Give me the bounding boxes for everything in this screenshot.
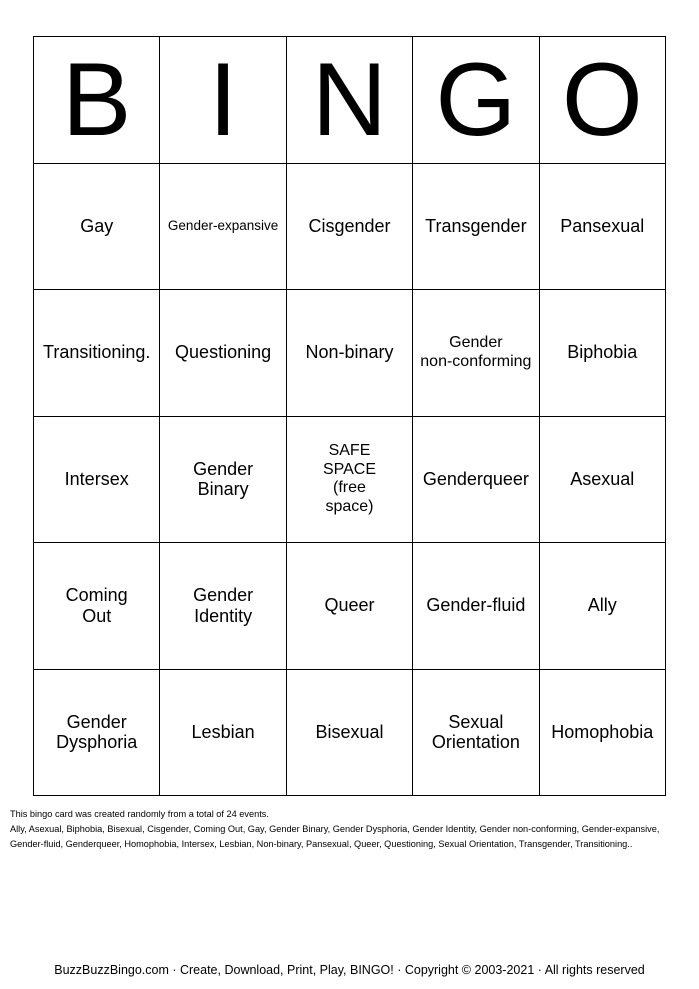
card-cell: Non-binary (286, 290, 412, 417)
card-cell: Intersex (34, 416, 160, 543)
card-cell: Gender-fluid (413, 543, 539, 670)
card-row (34, 543, 666, 670)
card-cell: Queer (286, 543, 412, 670)
free-space-cell: SAFE SPACE (free space) (286, 416, 412, 543)
events-count-text: This bingo card was created randomly from a total of 24 events. (10, 809, 269, 819)
card-row (34, 290, 666, 417)
card-cell: Gender Identity (160, 543, 286, 670)
card-cell: Genderqueer (413, 416, 539, 543)
card-cell: Sexual Orientation (413, 669, 539, 796)
card-cell: Gay (34, 163, 160, 290)
card-cell: Biphobia (539, 290, 665, 417)
bingo-card (33, 36, 666, 796)
card-cell: Gender-expansive (160, 163, 286, 290)
card-cell: Transgender (413, 163, 539, 290)
card-cell: Ally (539, 543, 665, 670)
card-cell: Bisexual (286, 669, 412, 796)
card-row (34, 669, 666, 796)
card-cell: Asexual (539, 416, 665, 543)
header-letter-b: B (34, 37, 160, 164)
card-cell: Pansexual (539, 163, 665, 290)
events-note (10, 807, 690, 852)
card-row (34, 163, 666, 290)
card-cell: Transitioning. (34, 290, 160, 417)
header-row (34, 37, 666, 164)
header-letter-i: I (160, 37, 286, 164)
card-cell: Lesbian (160, 669, 286, 796)
card-cell: Coming Out (34, 543, 160, 670)
card-cell: Cisgender (286, 163, 412, 290)
events-list-text: Ally, Asexual, Biphobia, Bisexual, Cisgender, Coming Out, Gay, Gender Binary, Gender Dysphoria, Gender Identity, Gender non-conforming, Gender-expansive, Gender-fluid, Genderqueer, Homophobia, Intersex, Lesbian, Non-binary, Pansexual, Queer, Questioning, Sexual Orientation, Transgender, Transitioning.. (10, 824, 660, 849)
card-cell: Gender Dysphoria (34, 669, 160, 796)
card-cell: Homophobia (539, 669, 665, 796)
header-letter-g: G (413, 37, 539, 164)
card-cell: Questioning (160, 290, 286, 417)
card-cell: Gender non-conforming (413, 290, 539, 417)
card-cell: Gender Binary (160, 416, 286, 543)
header-letter-n: N (286, 37, 412, 164)
header-letter-o: O (539, 37, 665, 164)
card-row (34, 416, 666, 543)
footer-copyright: BuzzBuzzBingo.com · Create, Download, Print, Play, BINGO! · Copyright © 2003-2021 · All rights reserved (54, 963, 645, 977)
